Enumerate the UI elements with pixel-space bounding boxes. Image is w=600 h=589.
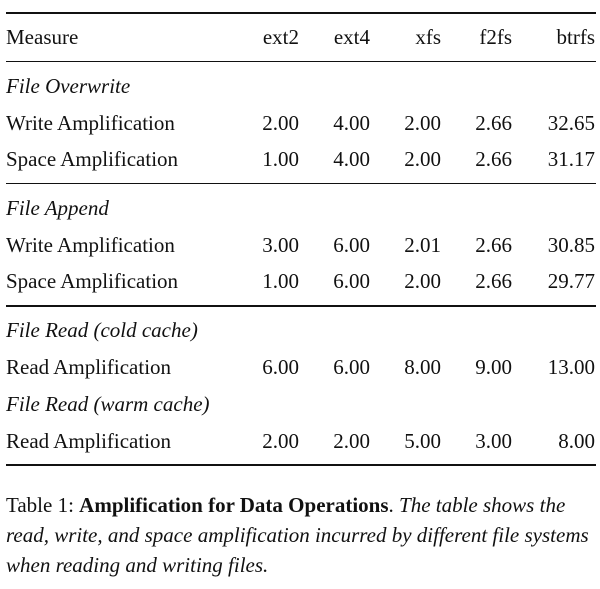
cell-ext4: 6.00 [333, 355, 370, 379]
cell-f2fs: 2.66 [475, 233, 512, 257]
cell-ext4: 6.00 [333, 269, 370, 293]
section-title: File Read (warm cache) [6, 392, 210, 416]
header-col-f2fs: f2fs [479, 25, 512, 49]
cell-ext2: 3.00 [262, 233, 299, 257]
cell-f2fs: 2.66 [475, 147, 512, 171]
header-measure: Measure [6, 25, 79, 49]
table-row [0, 426, 600, 456]
top-rule [6, 12, 596, 14]
section-title: File Read (cold cache) [6, 318, 198, 342]
cell-ext2: 2.00 [262, 429, 299, 453]
cell-ext2: 6.00 [262, 355, 299, 379]
header-rule [6, 61, 596, 62]
row-label: Space Amplification [6, 147, 179, 171]
row-label: Read Amplification [6, 429, 172, 453]
cell-xfs: 8.00 [404, 355, 441, 379]
table-row [0, 230, 600, 260]
caption-label: Table 1: [6, 493, 74, 517]
header-col-ext2: ext2 [262, 25, 299, 49]
section-title-row [0, 71, 600, 101]
cell-f2fs: 2.66 [475, 111, 512, 135]
cell-ext2: 1.00 [262, 147, 299, 171]
header-col-ext4: ext4 [333, 25, 370, 49]
cell-btrfs: 30.85 [547, 233, 595, 257]
row-label: Read Amplification [6, 355, 172, 379]
section-title-row [0, 389, 600, 419]
section-title-row [0, 193, 600, 223]
cell-f2fs: 3.00 [475, 429, 512, 453]
cell-btrfs: 31.17 [547, 147, 595, 171]
cell-ext4: 4.00 [333, 111, 370, 135]
cell-btrfs: 29.77 [547, 269, 595, 293]
cell-ext4: 2.00 [333, 429, 370, 453]
cell-xfs: 2.00 [404, 111, 441, 135]
cell-xfs: 2.01 [404, 233, 441, 257]
caption-text: The table shows the read, write, and space amplification incurred by different file systems when reading and writing files. [6, 493, 589, 577]
table-row [0, 108, 600, 138]
table-header-row [0, 22, 600, 52]
cell-f2fs: 2.66 [475, 269, 512, 293]
row-label: Write Amplification [6, 233, 175, 257]
row-label: Space Amplification [6, 269, 179, 293]
section-title: File Overwrite [6, 74, 131, 98]
row-label: Write Amplification [6, 111, 175, 135]
table-row [0, 144, 600, 174]
cell-f2fs: 9.00 [475, 355, 512, 379]
header-col-btrfs: btrfs [556, 25, 595, 49]
section-rule-thick [6, 305, 596, 307]
section-rule [6, 183, 596, 184]
cell-xfs: 2.00 [404, 147, 441, 171]
section-title: File Append [6, 196, 109, 220]
cell-xfs: 2.00 [404, 269, 441, 293]
cell-ext2: 1.00 [262, 269, 299, 293]
table-caption [6, 490, 596, 580]
cell-btrfs: 8.00 [558, 429, 595, 453]
bottom-rule [6, 464, 596, 466]
cell-btrfs: 32.65 [547, 111, 595, 135]
cell-btrfs: 13.00 [547, 355, 595, 379]
caption-title: Amplification for Data Operations [79, 493, 389, 517]
table-row [0, 352, 600, 382]
cell-ext4: 4.00 [333, 147, 370, 171]
caption-title-end: . [388, 493, 394, 517]
cell-ext4: 6.00 [333, 233, 370, 257]
table-row [0, 266, 600, 296]
cell-xfs: 5.00 [404, 429, 441, 453]
cell-ext2: 2.00 [262, 111, 299, 135]
header-col-xfs: xfs [415, 25, 441, 49]
section-title-row [0, 315, 600, 345]
